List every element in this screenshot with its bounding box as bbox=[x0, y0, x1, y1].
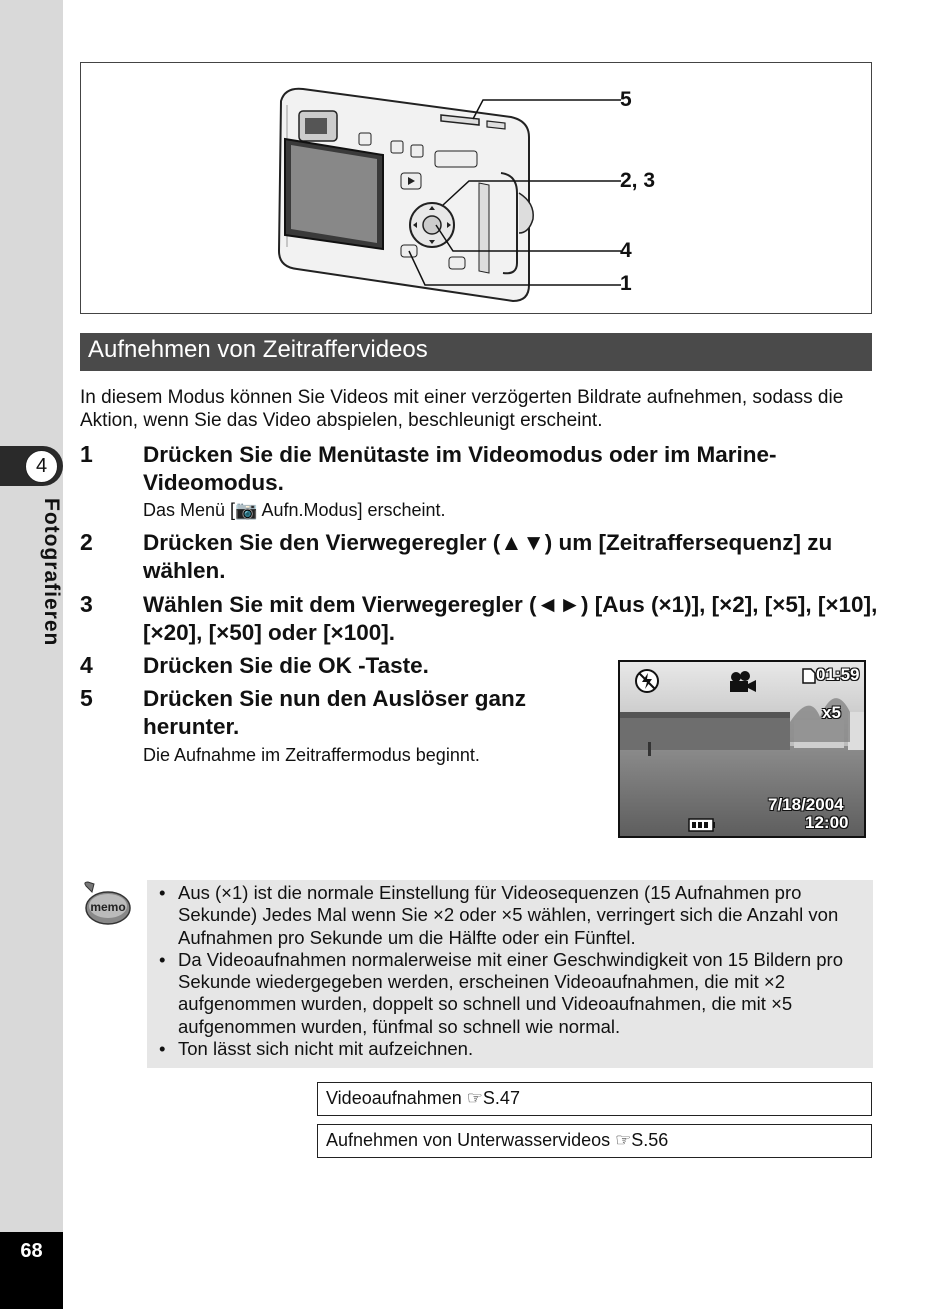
step-text: Drücken Sie den Vierwegeregler (▲▼) um [Zeitraffersequenz] zu wählen. bbox=[143, 530, 833, 583]
reference-link-underwater-video[interactable]: Aufnehmen von Unterwasservideos ☞S.56 bbox=[317, 1124, 872, 1158]
callout-ok: 4 bbox=[620, 239, 632, 262]
page-number: 68 bbox=[20, 1240, 43, 1262]
chapter-title: Fotografieren bbox=[40, 498, 63, 647]
recording-time-remaining: 01:59 bbox=[816, 665, 860, 684]
memo-item: • Aus (×1) ist die normale Einstellung für Videosequenzen (15 Aufnahmen pro Sekunde) Jedes Mal wenn Sie ×2 oder ×5 wählen, verringert sich die Anzahl von Aufnahmen pro Sekunde um die Hälfte oder ein Fünftel. bbox=[157, 882, 865, 949]
section-title: Aufnehmen von Zeitraffervideos bbox=[88, 336, 428, 363]
step-text: Drücken Sie die OK -Taste. bbox=[143, 653, 429, 678]
camera-back-illustration bbox=[81, 63, 871, 313]
battery-icon bbox=[688, 817, 716, 833]
flash-off-icon bbox=[634, 668, 660, 694]
callout-four-way: 2, 3 bbox=[620, 169, 656, 192]
speed-indicator: x5 bbox=[822, 703, 841, 722]
step-number: 3 bbox=[80, 591, 93, 617]
step-note: Die Aufnahme im Zeitraffermodus beginnt. bbox=[143, 745, 480, 765]
step-number: 1 bbox=[80, 441, 93, 467]
callout-shutter: 5 bbox=[620, 88, 632, 111]
date-stamp: 7/18/2004 bbox=[768, 795, 844, 814]
chapter-number: 4 bbox=[25, 450, 58, 483]
memo-icon bbox=[80, 880, 132, 930]
memo-icon-label: memo bbox=[90, 900, 126, 914]
time-stamp: 12:00 bbox=[805, 813, 849, 832]
memo-item: • Da Videoaufnahmen normalerweise mit einer Geschwindigkeit von 15 Bildern pro Sekunde wiedergegeben werden, erscheinen Videoaufnahmen, die mit ×2 aufgenommen wurden, doppelt so schnell und Videoaufnahmen, die mit ×5 aufgenommen wurden, fünfmal so schnell wie normal. bbox=[157, 949, 865, 1038]
step-text: Drücken Sie nun den Auslöser ganz herunter. bbox=[143, 686, 526, 739]
callout-menu: 1 bbox=[620, 272, 632, 295]
step-text: Wählen Sie mit dem Vierwegeregler (◄►) [Aus (×1)], [×2], [×5], [×10], [×20], [×50] oder [×100]. bbox=[143, 592, 878, 645]
step-text: Drücken Sie die Menütaste im Videomodus oder im Marine-Videomodus. bbox=[143, 442, 777, 495]
step-number: 4 bbox=[80, 652, 93, 678]
memory-card-icon bbox=[802, 668, 816, 684]
camera-figure bbox=[80, 62, 872, 314]
intro-paragraph: In diesem Modus können Sie Videos mit einer verzögerten Bildrate aufnehmen, sodass die Aktion, wenn Sie das Video abspielen, beschleunigt erscheint. bbox=[80, 387, 844, 431]
movie-camera-icon bbox=[728, 670, 758, 694]
lcd-screen-preview bbox=[618, 660, 866, 838]
step-number: 2 bbox=[80, 529, 93, 555]
reference-link-video[interactable]: Videoaufnahmen ☞S.47 bbox=[317, 1082, 872, 1116]
memo-item: • Ton lässt sich nicht mit aufzeichnen. bbox=[157, 1038, 865, 1060]
memo-list bbox=[157, 882, 865, 1060]
step-note: Das Menü [📷 Aufn.Modus] erscheint. bbox=[143, 500, 446, 520]
step-number: 5 bbox=[80, 685, 93, 711]
